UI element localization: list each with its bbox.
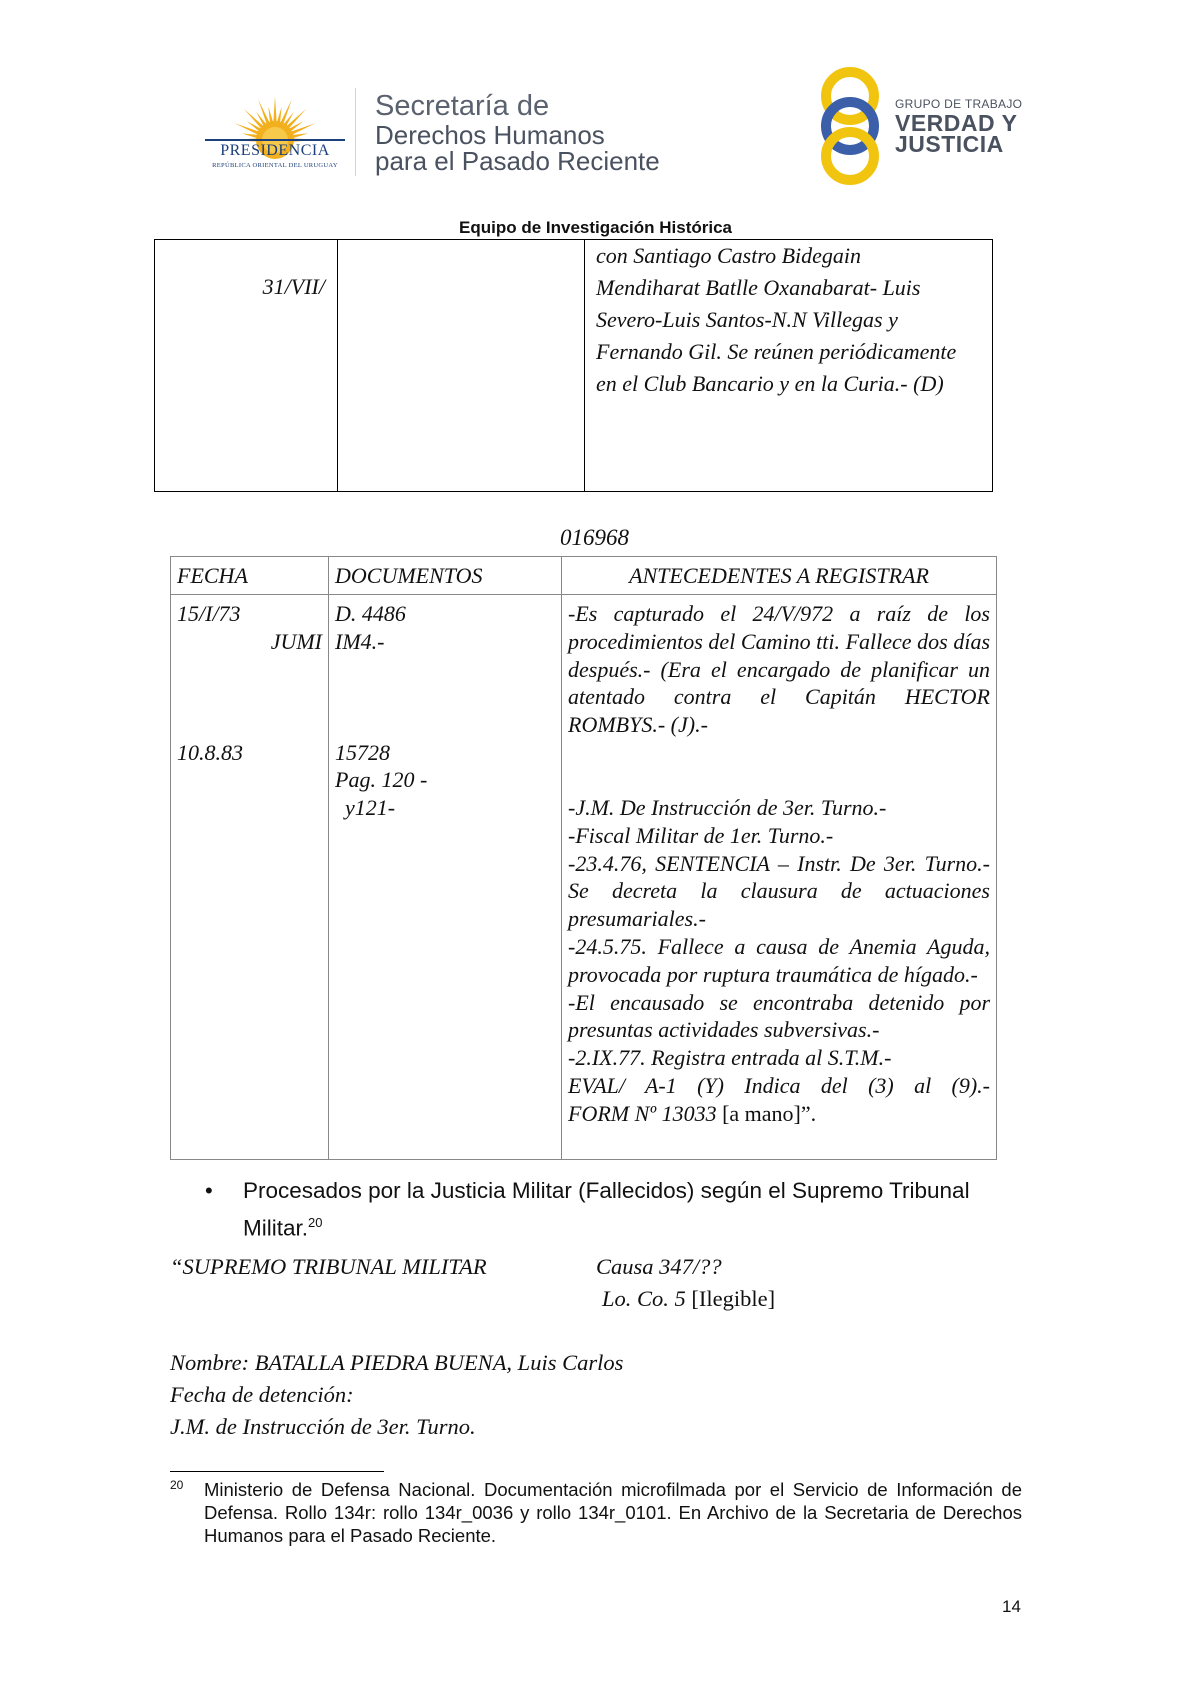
record-detention-date: Fecha de detención: [170,1382,354,1407]
footnote-rule [170,1471,384,1472]
footnote-text: Ministerio de Defensa Nacional. Documentación microfilmada por el Servicio de Información de Defensa. Rollo 134r: rollo 134r_0036 y rollo 134r_0101. En Archivo de la Secretaria de Derechos Humanos para el Pasado Reciente. [204,1479,1022,1546]
table-row [171,595,997,1160]
record-court: J.M. de Instrucción de 3er. Turno. [170,1414,476,1439]
table1-text-line: Mendiharat Batlle Oxanabarat- Luis [596,275,921,300]
secretaria-line-1: Secretaría de [375,90,550,122]
gtvj-line-3: JUSTICIA [895,131,1004,157]
stm-label: “SUPREMO TRIBUNAL MILITAR [170,1254,487,1279]
antecedente-2h [568,1100,990,1128]
header-antecedentes: ANTECEDENTES A REGISTRAR [562,557,997,595]
doc-1b: IM4.- [335,628,385,654]
loco-number: Lo. Co. 5 [602,1286,692,1311]
antecedente-2c: -23.4.76, SENTENCIA – Instr. De 3er. Turno.- Se decreta la clausura de actuaciones presumariales.- [568,850,990,932]
fecha-cell [171,595,329,1160]
record-table-continued [154,239,993,492]
gtvj-line-2: VERDAD Y [895,110,1018,136]
loco-line [602,1286,775,1312]
bullet-icon: • [205,1178,213,1203]
antecedentes-cell [562,595,997,1160]
header-divider [355,88,356,176]
sun-ray [292,133,308,138]
footnote-number: 20 [170,1478,184,1492]
fecha-1-unit: JUMI [270,628,322,654]
antecedente-2a: -J.M. De Instrucción de 3er. Turno.- [568,794,887,820]
team-title: Equipo de Investigación Histórica [459,218,732,237]
presidencia-subtitle: REPÚBLICA ORIENTAL DEL URUGUAY [212,162,338,169]
document-number: 016968 [560,525,629,550]
table1-text-cell [585,240,993,492]
secretaria-line-3: para el Pasado Reciente [375,146,660,176]
doc-2a: 15728 [335,739,390,765]
table-header-row [171,557,997,595]
sun-ray [273,96,276,122]
table1-text-line: Fernando Gil. Se reúnen periódicamente [596,339,957,364]
secretaria-line-2: Derechos Humanos [375,120,605,150]
header-documentos: DOCUMENTOS [329,557,562,595]
loco-note: [Ilegible] [691,1286,776,1311]
table1-date: 31/VII/ [262,274,325,299]
table1-text-line: con Santiago Castro Bidegain [596,243,862,268]
antecedente-2g: EVAL/ A-1 (Y) Indica del (3) al (9).- [568,1072,990,1098]
doc-2c: y121- [345,795,396,821]
antecedente-2f: -2.IX.77. Registra entrada al S.T.M.- [568,1045,892,1071]
gtvj-line-1: GRUPO DE TRABAJO [895,97,1023,111]
fecha-1: 15/I/73 [177,601,241,626]
antecedente-2d: -24.5.75. Fallece a causa de Anemia Aguda, provocada por ruptura traumática de hígado.- [568,933,990,987]
table1-date-cell [155,240,338,492]
sun-ray [234,123,259,134]
form-number: FORM Nº 13033 [568,1100,723,1126]
table1-text-line: Severo-Luis Santos-N.N Villegas y [596,307,898,332]
doc-2b: Pag. 120 - [335,767,428,793]
causa-number: Causa 347/?? [596,1254,722,1279]
verdad-justicia-rings-logo [812,66,890,186]
table-row [155,240,993,492]
presidencia-wordmark: PRESIDENCIA [220,142,330,159]
antecedente-1: -Es capturado el 24/V/972 a raíz de los procedimientos del Camino tti. Fallece dos días después.- (Era el encargado de planificar un atentado contra el Capitán HECTOR ROMBYS.- (J).- [568,601,990,738]
bullet-label: Procesados por la Justicia Militar (Fallecidos) según el Supremo Tribunal Militar. [243,1178,970,1241]
table1-documents-cell [338,240,585,492]
sun-ray [242,133,258,138]
sun-ray [258,99,269,124]
bullet-text [243,1175,1033,1245]
doc-1a: D. 4486 [335,601,406,626]
sun-ray [280,99,291,124]
antecedente-2e: -El encausado se encontraba detenido por presuntas actividades subversivas.- [568,989,990,1043]
antecedentes-table [170,556,997,1160]
antecedente-2b: -Fiscal Militar de 1er. Turno.- [568,822,834,848]
record-name: Nombre: BATALLA PIEDRA BUENA, Luis Carlos [170,1350,624,1375]
fecha-2: 10.8.83 [177,739,243,765]
header-fecha: FECHA [171,557,329,595]
table1-text-line: en el Club Bancario y en la Curia.- (D) [596,371,944,396]
page-number: 14 [1002,1597,1021,1616]
sun-ray [291,123,316,134]
sun-ray [277,107,282,123]
sun-ray [268,107,273,123]
footnote-ref[interactable]: 20 [308,1215,323,1230]
form-note: [a mano]”. [722,1100,817,1126]
documentos-cell [329,595,562,1160]
